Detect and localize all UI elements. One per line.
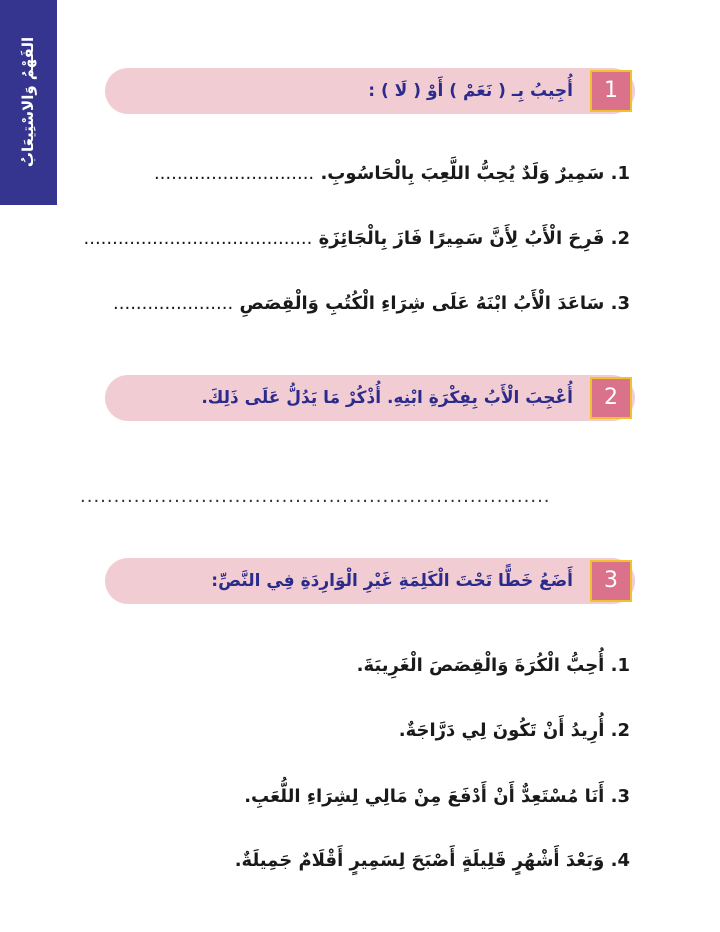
section-3-item-4[interactable] bbox=[70, 850, 630, 871]
section-1-item-1 bbox=[70, 163, 630, 184]
section-side-tab bbox=[0, 0, 57, 205]
answer-dots[interactable]: ........................................ bbox=[83, 228, 313, 249]
section-2-answer-line[interactable]: ...................................................................... bbox=[80, 486, 551, 507]
item-text: 2. فَرِحَ الْأَبُ لِأَنَّ سَمِيرًا فَازَ بِالْجَائِزَةِ bbox=[318, 228, 630, 249]
section-3-title: أَضَعُ خَطًّا تَحْتَ الْكَلِمَةِ غَيْرِ الْوَارِدَةِ فِي النَّصِّ: bbox=[211, 571, 573, 591]
section-2-header bbox=[105, 375, 635, 421]
item-text: 2. أُرِيدُ أَنْ تَكُونَ لِي دَرَّاجَةٌ. bbox=[398, 720, 630, 741]
side-tab-label: الفَهْمُ وَالاسْتِيعَابُ bbox=[19, 36, 37, 168]
item-text: 1. سَمِيرٌ وَلَدٌ يُحِبُّ اللَّعِبَ بِالْحَاسُوبِ. bbox=[320, 163, 630, 184]
section-3-header bbox=[105, 558, 635, 604]
section-3-item-2[interactable] bbox=[70, 720, 630, 741]
section-3-item-3[interactable] bbox=[70, 786, 630, 807]
item-text: 3. سَاعَدَ الْأَبُ ابْنَهُ عَلَى شِرَاءِ الْكُتُبِ وَالْقِصَصِ bbox=[239, 293, 630, 314]
section-1-item-3 bbox=[70, 293, 630, 314]
section-1-item-2 bbox=[70, 228, 630, 249]
item-text: 4. وَبَعْدَ أَشْهُرٍ قَلِيلَةٍ أَصْبَحَ لِسَمِيرٍ أَقْلَامٌ جَمِيلَةٌ. bbox=[234, 850, 630, 871]
section-3-item-1[interactable] bbox=[70, 655, 630, 676]
section-1-title: أُجِيبُ بِـ ( نَعَمْ ) أَوْ ( لَا ) : bbox=[368, 81, 573, 101]
item-text: 1. أُحِبُّ الْكُرَةَ وَالْقِصَصَ الْغَرِيبَةَ. bbox=[356, 655, 630, 676]
section-2-number: 2 bbox=[590, 377, 632, 419]
section-1-header bbox=[105, 68, 635, 114]
item-text: 3. أَنَا مُسْتَعِدٌّ أَنْ أَدْفَعَ مِنْ مَالِي لِشِرَاءِ اللُّعَبِ. bbox=[244, 786, 630, 807]
section-1-number: 1 bbox=[590, 70, 632, 112]
answer-dots[interactable]: ............................ bbox=[153, 163, 315, 184]
answer-dots[interactable]: ..................... bbox=[113, 293, 234, 314]
section-3-number: 3 bbox=[590, 560, 632, 602]
section-2-title: أُعْجِبَ الْأَبُ بِفِكْرَةِ ابْنِهِ. أُذْكُرْ مَا يَدُلُّ عَلَى ذَلِكَ. bbox=[201, 388, 573, 408]
